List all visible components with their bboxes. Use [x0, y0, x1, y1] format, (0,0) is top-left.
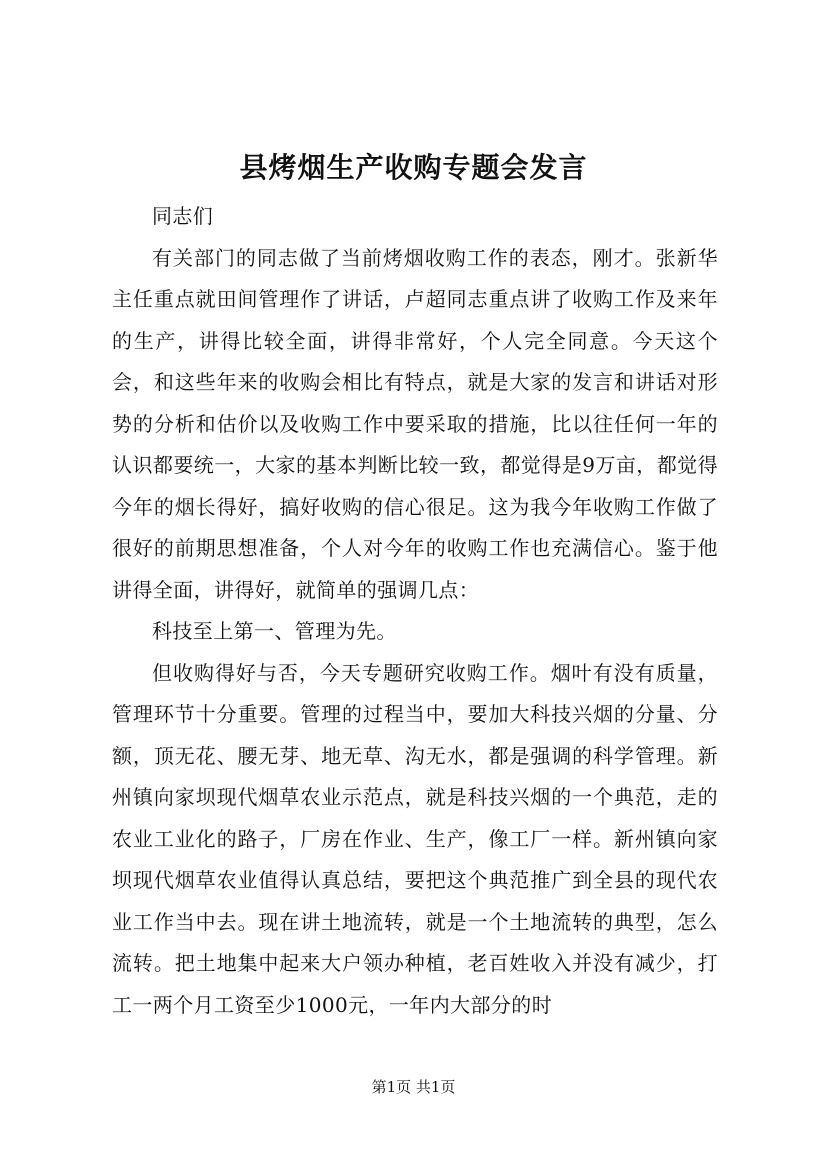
paragraph-management: 但收购得好与否，今天专题研究收购工作。烟叶有没有质量，管理环节十分重要。管理的过程当中，要加大科技兴烟的分量、分额，顶无花、腰无芽、地无草、沟无水，都是强调的科学管理。新州镇向家坝现代烟草农业示范点，就是科技兴烟的一个典范，走的农业工业化的路子，厂房在作业、生产，像工厂一样。新州镇向家坝现代烟草农业值得认真总结，要把这个典范推广到全县的现代农业工作当中去。现在讲土地流转，就是一个土地流转的典型，怎么流转。把土地集中起来大户领办种植，老百姓收入并没有减少，打工一两个月工资至少1000元，一年内大部分的时 [112, 660, 718, 1017]
document-body [112, 196, 718, 1026]
page-footer: 第1页 共1页 [371, 1078, 456, 1096]
document-title: 县烤烟生产收购专题会发言 [239, 151, 588, 184]
paragraph-opening: 有关部门的同志做了当前烤烟收购工作的表态，刚才。张新华主任重点就田间管理作了讲话，卢超同志重点讲了收购工作及来年的生产，讲得比较全面，讲得非常好，个人完全同意。今天这个会，和这些年来的收购会相比有特点，就是大家的发言和讲话对形势的分析和估价以及收购工作中要采取的措施，比以往任何一年的认识都要统一，大家的基本判断比较一致，都觉得是9万亩，都觉得今年的烟长得好，搞好收购的信心很足。这为我今年收购工作做了很好的前期思想准备，个人对今年的收购工作也充满信心。鉴于他讲得全面，讲得好，就简单的强调几点： [112, 245, 718, 602]
paragraph-heading-point-one: 科技至上第一、管理为先。 [152, 619, 397, 643]
paragraph-salutation: 同志们 [152, 204, 214, 228]
